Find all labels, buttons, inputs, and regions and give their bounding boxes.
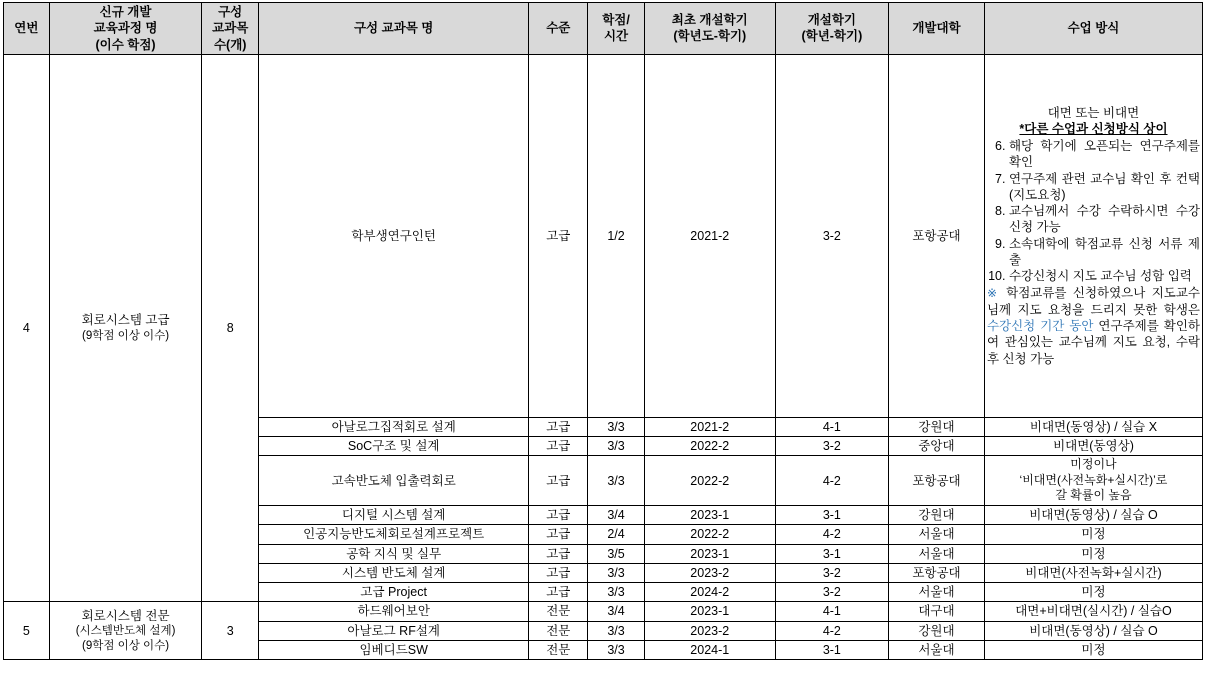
- cell-method: 비대면(동영상) / 실습 X: [984, 417, 1202, 436]
- cell-first-term: 2024-2: [644, 583, 775, 602]
- cell-subject: 아날로그집적회로 설계: [259, 417, 529, 436]
- method-footnote-highlight: 수강신청 기간 동안: [986, 319, 1094, 334]
- cell-level: 전문: [529, 621, 588, 640]
- cell-open-term: 3-1: [775, 640, 888, 659]
- cell-open-term: 3-2: [775, 437, 888, 456]
- cell-method: 비대면(동영상): [984, 437, 1202, 456]
- cell-method: 비대면(동영상) / 실습 O: [984, 621, 1202, 640]
- program-name: 회로시스템 고급: [81, 313, 170, 328]
- cell-level: 고급: [529, 563, 588, 582]
- cell-first-term: 2023-1: [644, 602, 775, 621]
- cell-credit: 1/2: [588, 54, 645, 417]
- cell-first-term: 2023-1: [644, 544, 775, 563]
- cell-open-term: 3-1: [775, 544, 888, 563]
- cell-method: 미정: [984, 544, 1202, 563]
- cell-open-term: 4-1: [775, 602, 888, 621]
- header-open-term: 개설학기 (학년-학기): [775, 3, 888, 55]
- cell-method: 미정: [984, 640, 1202, 659]
- header-level: 수준: [529, 3, 588, 55]
- cell-first-term: 2022-2: [644, 525, 775, 544]
- program-credit-note: (9학점 이상 이수): [82, 639, 170, 652]
- header-dev-univ: 개발대학: [889, 3, 985, 55]
- cell-dev-univ: 포항공대: [889, 563, 985, 582]
- cell-first-term: 2023-2: [644, 621, 775, 640]
- header-credit: 학점/ 시간: [588, 3, 645, 55]
- method-footnote: [987, 285, 1200, 367]
- cell-method: 비대면(사전녹화+실시간): [984, 563, 1202, 582]
- header-count: 구성 교과목 수(개): [202, 3, 259, 55]
- cell-credit: 3/3: [588, 563, 645, 582]
- cell-credit: 3/4: [588, 602, 645, 621]
- cell-first-term: 2021-2: [644, 417, 775, 436]
- cell-first-term: 2023-2: [644, 563, 775, 582]
- cell-subject: 고속반도체 입출력회로: [259, 456, 529, 506]
- cell-open-term: 3-2: [775, 54, 888, 417]
- cell-program: [49, 54, 202, 602]
- cell-level: 고급: [529, 456, 588, 506]
- cell-credit: 3/3: [588, 417, 645, 436]
- header-method: 수업 방식: [984, 3, 1202, 55]
- method-line: 미정이나: [1070, 457, 1117, 472]
- method-note: *다른 수업과 신청방식 상이: [1019, 121, 1168, 136]
- cell-credit: 3/3: [588, 640, 645, 659]
- cell-dev-univ: 서울대: [889, 525, 985, 544]
- cell-level: 고급: [529, 506, 588, 525]
- method-footnote-part2: 연구주제를 확인하여 관심있는 교수님께 지도 요청, 수락 후 신청 가능: [986, 319, 1200, 366]
- header-no: 연번: [4, 3, 50, 55]
- method-step-list: [987, 138, 1200, 284]
- cell-dev-univ: 강원대: [889, 417, 985, 436]
- cell-first-term: 2024-1: [644, 640, 775, 659]
- reference-mark-icon: ※: [986, 286, 1007, 301]
- header-subject: 구성 교과목 명: [259, 3, 529, 55]
- cell-no: 5: [4, 602, 50, 660]
- cell-method: [984, 456, 1202, 506]
- cell-subject: 임베디드SW: [259, 640, 529, 659]
- program-subtitle: (시스템반도체 설계): [75, 624, 176, 637]
- cell-level: 고급: [529, 583, 588, 602]
- list-item: 7. 연구주제 관련 교수님 확인 후 컨택(지도요청): [1009, 171, 1200, 204]
- list-item: 8. 교수님께서 수강 수락하시면 수강신청 가능: [1009, 203, 1200, 236]
- cell-level: 고급: [529, 437, 588, 456]
- cell-credit: 3/3: [588, 437, 645, 456]
- table-row: [4, 54, 1203, 417]
- program-credit-note: (9학점 이상 이수): [82, 329, 170, 342]
- cell-dev-univ: 포항공대: [889, 54, 985, 417]
- cell-level: 고급: [529, 417, 588, 436]
- header-program: 신규 개발 교육과정 명 (이수 학점): [49, 3, 202, 55]
- cell-subject: 학부생연구인턴: [259, 54, 529, 417]
- cell-dev-univ: 서울대: [889, 640, 985, 659]
- cell-level: 고급: [529, 54, 588, 417]
- list-item: 9. 소속대학에 학점교류 신청 서류 제출: [1009, 236, 1200, 269]
- list-item: 6. 해당 학기에 오픈되는 연구주제를 확인: [1009, 138, 1200, 171]
- cell-open-term: 3-2: [775, 583, 888, 602]
- cell-dev-univ: 서울대: [889, 583, 985, 602]
- table-header-row: [4, 3, 1203, 55]
- cell-dev-univ: 중앙대: [889, 437, 985, 456]
- cell-credit: 3/3: [588, 583, 645, 602]
- table-row: [4, 602, 1203, 621]
- cell-level: 전문: [529, 640, 588, 659]
- cell-first-term: 2021-2: [644, 54, 775, 417]
- cell-subject: 고급 Project: [259, 583, 529, 602]
- cell-first-term: 2023-1: [644, 506, 775, 525]
- cell-credit: 2/4: [588, 525, 645, 544]
- cell-dev-univ: 강원대: [889, 621, 985, 640]
- cell-method: 비대면(동영상) / 실습 O: [984, 506, 1202, 525]
- method-headline: 대면 또는 비대면: [1047, 105, 1140, 120]
- cell-dev-univ: 서울대: [889, 544, 985, 563]
- cell-subject: 아날로그 RF설계: [259, 621, 529, 640]
- cell-subject: 공학 지식 및 실무: [259, 544, 529, 563]
- cell-program: [49, 602, 202, 660]
- list-item: 10. 수강신청시 지도 교수님 성함 입력: [1009, 268, 1200, 284]
- cell-open-term: 3-1: [775, 506, 888, 525]
- cell-count: 3: [202, 602, 259, 660]
- cell-first-term: 2022-2: [644, 456, 775, 506]
- cell-dev-univ: 대구대: [889, 602, 985, 621]
- cell-subject: 디지털 시스템 설계: [259, 506, 529, 525]
- cell-open-term: 3-2: [775, 563, 888, 582]
- cell-credit: 3/5: [588, 544, 645, 563]
- cell-dev-univ: 포항공대: [889, 456, 985, 506]
- cell-first-term: 2022-2: [644, 437, 775, 456]
- cell-subject: 하드웨어보안: [259, 602, 529, 621]
- cell-method: 미정: [984, 525, 1202, 544]
- cell-open-term: 4-1: [775, 417, 888, 436]
- cell-open-term: 4-2: [775, 456, 888, 506]
- cell-open-term: 4-2: [775, 525, 888, 544]
- cell-dev-univ: 강원대: [889, 506, 985, 525]
- cell-subject: 시스템 반도체 설계: [259, 563, 529, 582]
- cell-credit: 3/3: [588, 621, 645, 640]
- cell-level: 고급: [529, 544, 588, 563]
- method-line: ‘비대면(사전녹화+실시간)’로: [1019, 472, 1168, 487]
- cell-method: 미정: [984, 583, 1202, 602]
- cell-credit: 3/3: [588, 456, 645, 506]
- cell-subject: 인공지능반도체회로설계프로젝트: [259, 525, 529, 544]
- cell-subject: SoC구조 및 설계: [259, 437, 529, 456]
- cell-credit: 3/4: [588, 506, 645, 525]
- cell-open-term: 4-2: [775, 621, 888, 640]
- method-footnote-part1: 학점교류를 신청하였으나 지도교수님께 지도 요청을 드리지 못한 학생은: [986, 286, 1200, 317]
- curriculum-table: [3, 2, 1203, 660]
- cell-method-detail: [984, 54, 1202, 417]
- cell-level: 고급: [529, 525, 588, 544]
- cell-method: 대면+비대면(실시간) / 실습O: [984, 602, 1202, 621]
- cell-no: 4: [4, 54, 50, 602]
- cell-count: 8: [202, 54, 259, 602]
- header-first-term: 최초 개설학기 (학년도-학기): [644, 3, 775, 55]
- method-line: 갈 확률이 높음: [1055, 488, 1132, 503]
- cell-level: 전문: [529, 602, 588, 621]
- program-name: 회로시스템 전문: [81, 608, 170, 623]
